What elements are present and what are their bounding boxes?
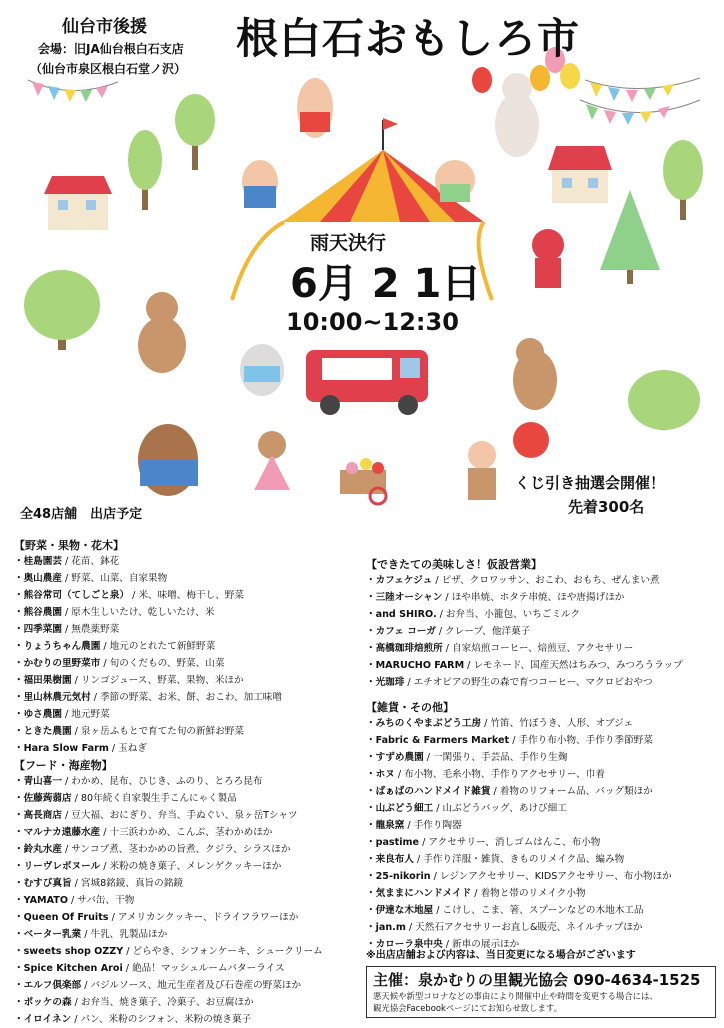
vendor-list-fresh <box>366 572 718 691</box>
vendor-name: ・Spice Kitchen Aroi <box>14 963 123 974</box>
vendor-description: / サンコブ煮、茎わかめの旨煮、クジラ、シラスほか <box>61 844 291 855</box>
vendor-name: ・25-nikorin <box>366 871 431 882</box>
tree-icon <box>628 370 700 430</box>
tree-icon <box>24 270 100 350</box>
vendor-item <box>14 824 364 841</box>
vendor-item <box>14 841 364 858</box>
vendor-description: / お弁当、焼き菓子、冷菓子、お豆腐ほか <box>71 997 254 1008</box>
vendor-description: / 手作り陶器 <box>404 820 462 831</box>
vendor-item <box>366 766 718 783</box>
vendor-name: ・Queen Of Fruits <box>14 912 109 923</box>
vendor-item <box>14 858 364 875</box>
vendor-item <box>14 604 364 621</box>
vendor-description: / サバ缶、干物 <box>67 895 135 906</box>
vendor-item <box>366 902 718 919</box>
vendor-name: ・龍泉窯 <box>366 820 405 831</box>
vendor-item <box>366 715 718 732</box>
vendor-description: / 自家焙煎コーヒー、焙煎豆、アクセサリー <box>442 643 634 654</box>
vendor-name: ・桂島園芸 <box>14 556 62 567</box>
vendor-description: / 天然石アクセサリーお直し&販売、ネイルチップほか <box>405 922 643 933</box>
vendor-item <box>14 807 364 824</box>
vendor-description: / 十三浜わかめ、こんぶ、茎わかめほか <box>100 827 273 838</box>
boy-icon <box>468 441 496 500</box>
vendor-item <box>14 790 364 807</box>
shop-count: 全48店舗 出店予定 <box>20 507 143 522</box>
vendor-name: ・奥山農産 <box>14 573 62 584</box>
vendor-description: / 豆大福、おにぎり、弁当、手ぬぐい、泉ヶ岳Tシャツ <box>61 810 298 821</box>
organizer-note: 観光協会Facebookページにてお知らせ致します。 <box>373 1003 563 1013</box>
section-heading-goods: 【雑貨・その他】 <box>366 701 454 714</box>
vendor-description: / ピザ、クロワッサン、おこわ、おもち、ぜんまい煮 <box>432 575 660 586</box>
vendor-name: ・sweets shop OZZY <box>14 946 124 957</box>
vendor-description: / エチオピアの野生の森で育つコーヒー、マクロビおやつ <box>404 677 653 688</box>
bunting-right-1 <box>585 78 700 102</box>
vendor-item <box>14 994 364 1011</box>
vendor-name: ・ポッケの森 <box>14 997 72 1008</box>
vendor-name: ・カローラ泉中央 <box>366 939 443 950</box>
vendor-description: / お弁当、小籠包、いちごミルク <box>436 609 581 620</box>
vendor-name: ・山ぶどう細工 <box>366 803 434 814</box>
vendor-name: ・jan.m <box>366 922 406 933</box>
vendor-item <box>14 689 364 706</box>
vendor-item <box>366 817 718 834</box>
vendor-column-right <box>366 556 718 953</box>
venue-text: 会場：旧JA仙台根白石支店 <box>38 42 184 56</box>
vendor-name: ・ばぁばのハンドメイド雑貨 <box>366 786 491 797</box>
cat-icon <box>240 344 284 396</box>
vendor-name: ・熊谷常司（てしごと泉） <box>14 590 130 601</box>
vendor-description: / 泉ヶ岳ふもとで育てた旬の新鮮お野菜 <box>71 726 244 737</box>
vendor-description: / わかめ、昆布、ひじき、ふのり、とろろ昆布 <box>61 776 263 787</box>
vendor-description: / こけし、こま、箸、スプーンなどの木地木工品 <box>433 905 644 916</box>
vendor-name: ・すずめ農園 <box>366 752 424 763</box>
vendor-description: / 絶品！マッシュルームバターライス <box>122 963 285 974</box>
vendor-description: / レモネード、国産天然はちみつ、みつろうラップ <box>464 660 683 671</box>
bunting-left <box>28 80 118 102</box>
vendor-name: ・Hara Slow Farm <box>14 743 109 754</box>
tree-icon <box>175 94 215 170</box>
vendor-name: ・pastime <box>366 837 420 848</box>
vendor-item <box>366 606 718 623</box>
sponsor-text: 仙台市後援 <box>62 17 147 37</box>
vendor-description: / ほや串焼、ホタテ串焼、ほや唐揚げほか <box>442 592 625 603</box>
vendor-description: / 米、味噌、梅干し、野菜 <box>129 590 244 601</box>
vendor-item <box>366 783 718 800</box>
event-time: 10:00~12:30 <box>286 308 459 336</box>
vendor-item <box>366 868 718 885</box>
vendor-description: / アクセサリー、消しゴムはんこ、布小物 <box>419 837 601 848</box>
vendor-description: / アメリカンクッキー、ドライフラワーほか <box>108 912 299 923</box>
vendor-description: / 宮城8銘鏡、真旨の銘鏡 <box>71 878 183 889</box>
vendor-description: / 山ぶどうバッグ、あけび細工 <box>433 803 567 814</box>
vendor-item <box>14 553 364 570</box>
vendor-item <box>14 706 364 723</box>
vendor-item <box>14 892 364 909</box>
vendor-name: ・イロイネン <box>14 1014 72 1025</box>
girl-icon <box>532 229 564 288</box>
pig-icon <box>435 160 475 202</box>
vendor-item <box>366 749 718 766</box>
vendor-item <box>366 885 718 902</box>
vendor-description: / 一閑張り、手芸品、手作り生麹 <box>423 752 568 763</box>
pig-icon <box>297 78 333 138</box>
vendor-name: ・エルフ倶楽部 <box>14 980 82 991</box>
vendor-item <box>366 640 718 657</box>
vendor-item <box>14 638 364 655</box>
vendor-item <box>14 1011 364 1028</box>
vendor-list-veg <box>14 553 364 757</box>
vendor-list-goods <box>366 715 718 953</box>
vendor-description: / 竹笛、竹ぼうき、人形、オブジェ <box>481 718 634 729</box>
section-heading-food: 【フード・海産物】 <box>14 759 113 772</box>
vendor-description: / 玉ねぎ <box>108 743 147 754</box>
wolf-icon <box>138 424 198 496</box>
vendor-description: / 原木生しいたけ、乾しいたけ、米 <box>61 607 215 618</box>
vendor-description: / 米粉の焼き菓子、メレンゲクッキーほか <box>100 861 282 872</box>
vendor-item <box>14 723 364 740</box>
food-truck-icon <box>306 350 428 415</box>
vendor-name: ・マルナカ遠藤水産 <box>14 827 101 838</box>
vendor-name: ・鈴丸水産 <box>14 844 62 855</box>
vendor-list-food <box>14 773 364 1028</box>
organizer-contact: 主催：泉かむりの里観光協会 090-4634-1525 <box>373 971 701 989</box>
vendor-item <box>14 875 364 892</box>
vendor-name: ・ゆさ農園 <box>14 709 62 720</box>
vendor-name: ・リーヴレボヌール <box>14 861 101 872</box>
vendor-description: / 着物と帯のリメイク小物 <box>471 888 586 899</box>
vendor-item <box>14 773 364 790</box>
vendor-item <box>14 621 364 638</box>
vendor-description: / 旬のくだもの、野菜、山菜 <box>100 658 225 669</box>
page-title: 根白石おもしろ市 <box>236 14 581 63</box>
vendor-name: ・YAMATO <box>14 895 68 906</box>
vendor-name: ・福田果樹園 <box>14 675 72 686</box>
vendor-description: / 布小物、毛糸小物、手作りアクセサリー、巾着 <box>394 769 605 780</box>
vendor-item <box>366 732 718 749</box>
vendor-name: ・MARUCHO FARM <box>366 660 465 671</box>
lottery-notice: くじ引き抽選会開催！ <box>515 474 666 492</box>
vendor-item <box>14 570 364 587</box>
vendor-name: ・カフェケジュ <box>366 575 433 586</box>
bunting-right-2 <box>580 100 700 125</box>
vendor-description: / 牛乳、乳製品ほか <box>81 929 168 940</box>
vendor-item <box>366 623 718 640</box>
vendor-description: / 季節の野菜、お米、餅、おこわ、加工味噌 <box>90 692 282 703</box>
section-heading-veg: 【野菜・果物・花木】 <box>14 539 124 552</box>
event-date: 6月 2 1日 <box>290 261 482 307</box>
vendor-name: ・かむりの里野菜市 <box>14 658 101 669</box>
vendor-name: ・ベーター乳業 <box>14 929 82 940</box>
vendor-description: / 手作り布小物、手作り季節野菜 <box>509 735 653 746</box>
vendor-name: ・and SHIRO. <box>366 609 437 620</box>
vendor-description: / 手作り洋服・雑貨、きものリメイク品、編み物 <box>413 854 625 865</box>
vendor-item <box>14 655 364 672</box>
vendor-item <box>14 587 364 604</box>
vendor-name: ・むすび真旨 <box>14 878 72 889</box>
house-icon <box>548 146 612 203</box>
vendor-description: / 無農薬野菜 <box>61 624 120 635</box>
vendor-name: ・三陸オーシャン <box>366 592 443 603</box>
organizer-note: 悪天候や新型コロナなどの事由により開催中止や時間を変更する場合には、 <box>373 991 658 1001</box>
bear-icon <box>513 338 557 458</box>
tree-icon <box>128 130 162 210</box>
pig-icon <box>242 160 278 208</box>
change-notice: ※出店店舗および内容は、当日変更になる場合がございます <box>366 950 636 961</box>
vendor-description: / リンゴジュース、野菜、果物、米ほか <box>71 675 244 686</box>
girl-icon <box>254 431 290 490</box>
vendor-item <box>366 800 718 817</box>
bear-icon <box>138 292 186 373</box>
vendor-description: / バジルソース、地元生産者及び石巻産の野菜ほか <box>81 980 302 991</box>
vendor-column-left <box>14 537 364 1028</box>
tree-icon <box>663 140 703 220</box>
vendor-name: ・佐藤蒟蒻店 <box>14 793 72 804</box>
vendor-item <box>366 674 718 691</box>
vendor-item <box>366 589 718 606</box>
rain-notice: 雨天決行 <box>310 232 387 254</box>
vendor-item <box>14 943 364 960</box>
vendor-name: ・来良布人 <box>366 854 414 865</box>
section-heading-fresh: 【できたての美味しさ！仮設営業】 <box>366 558 542 571</box>
vendor-name: ・気ままにハンドメイド <box>366 888 472 899</box>
vendor-name: ・高橋珈琲焙煎所 <box>366 643 443 654</box>
vendor-description: / 地元野菜 <box>61 709 110 720</box>
vendor-name: ・光珈琲 <box>366 677 405 688</box>
organizer-box <box>366 966 716 1018</box>
vendor-name: ・里山林農元気村 <box>14 692 91 703</box>
vendor-description: / レジンアクセサリー、KIDSアクセサリー、布小物ほか <box>430 871 672 882</box>
vendor-name: ・Fabric & Farmers Market <box>366 735 510 746</box>
vendor-description: / 花苗、鉢花 <box>61 556 120 567</box>
vendor-item <box>14 977 364 994</box>
venue-address: （仙台市泉区根白石堂ノ沢） <box>30 62 187 76</box>
vendor-description: / 地元のとれたて新鮮野菜 <box>100 641 216 652</box>
vendor-name: ・高長商店 <box>14 810 62 821</box>
vendor-item <box>366 851 718 868</box>
vendor-name: ・りょうちゃん農園 <box>14 641 101 652</box>
vendor-description: / 80年続く自家製生手こんにゃく製品 <box>71 793 237 804</box>
vendor-name: ・伊達な木地屋 <box>366 905 434 916</box>
vendor-description: / どらやき、シフォンケーキ、シュークリーム <box>123 946 323 957</box>
vendor-name: ・熊谷農園 <box>14 607 62 618</box>
vendor-name: ・カフェ コーガ <box>366 626 436 637</box>
vendor-item <box>366 834 718 851</box>
vendor-item <box>14 672 364 689</box>
vendor-name: ・ときた農園 <box>14 726 72 737</box>
vendor-item <box>366 657 718 674</box>
vendor-description: / 新車の展示ほか <box>442 939 520 950</box>
vendor-description: / 着物のリフォーム品、バッグ類ほか <box>490 786 653 797</box>
pine-tree-icon <box>600 190 660 284</box>
vendor-name: ・ホヌ <box>366 769 395 780</box>
vendor-description: / 野菜、山菜、自家果物 <box>61 573 168 584</box>
vendor-item <box>14 960 364 977</box>
vendor-item <box>14 740 364 757</box>
vendor-name: ・青山喜一 <box>14 776 62 787</box>
vendor-description: / クレープ、他洋菓子 <box>435 626 531 637</box>
vendor-description: / パン、米粉のシフォン、米粉の焼き菓子 <box>71 1014 252 1025</box>
vendor-item <box>14 909 364 926</box>
vendor-name: ・四季菜園 <box>14 624 62 635</box>
vendor-item <box>14 926 364 943</box>
flower-cart-icon <box>340 458 386 504</box>
vendor-item <box>366 572 718 589</box>
house-icon <box>44 176 112 230</box>
vendor-item <box>366 919 718 936</box>
first-come-notice: 先着300名 <box>568 498 645 516</box>
vendor-name: ・みちのくやまぶどう工房 <box>366 718 482 729</box>
